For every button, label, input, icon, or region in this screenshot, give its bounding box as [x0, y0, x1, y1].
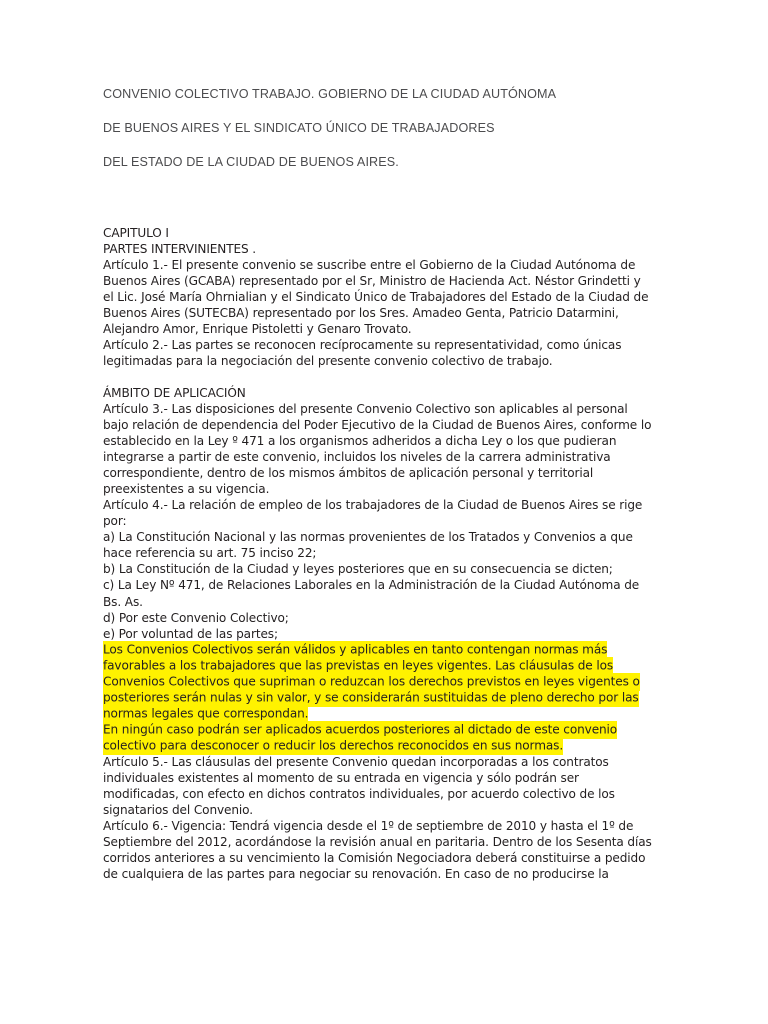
text-line: hace referencia su art. 75 inciso 22;	[103, 546, 317, 561]
text-block-articulo-1	[103, 257, 713, 337]
document-title-line: DEL ESTADO DE LA CIUDAD DE BUENOS AIRES.	[103, 155, 399, 169]
text-block-capitulo-i	[103, 225, 713, 257]
highlight-marker: colectivo para desconocer o reducir los derechos reconocidos en sus normas.	[103, 737, 563, 755]
text-block-ambito-de-aplicacion	[103, 385, 713, 401]
text-line: Buenos Aires (GCABA) representado por el Sr, Ministro de Hacienda Act. Néstor Grindetti y	[103, 274, 641, 289]
document-title-block	[103, 88, 703, 190]
text-line: d) Por este Convenio Colectivo;	[103, 610, 289, 625]
document-title-line: DE BUENOS AIRES Y EL SINDICATO ÚNICO DE TRABAJADORES	[103, 121, 495, 135]
highlight-marker: En ningún caso podrán ser aplicados acuerdos posteriores al dictado de este convenio	[103, 721, 617, 739]
text-block-highlight-ningun-caso	[103, 722, 713, 754]
text-line: modificadas, con efecto en dichos contratos individuales, por acuerdo colectivo de los	[103, 787, 615, 802]
text-line: Artículo 3.- Las disposiciones del presente Convenio Colectivo son aplicables al personal	[103, 401, 628, 416]
text-block-articulo-4	[103, 497, 713, 641]
text-line: c) La Ley Nº 471, de Relaciones Laborales en la Administración de la Ciudad Autónoma de	[103, 578, 640, 593]
text-line: ÁMBITO DE APLICACIÓN	[103, 385, 246, 400]
text-line: CAPITULO I	[103, 226, 169, 240]
highlighted-text-line	[103, 706, 713, 722]
text-block-articulo-6	[103, 818, 713, 882]
text-block-articulo-5	[103, 754, 713, 818]
text-line: legitimadas para la negociación del presente convenio colectivo de trabajo.	[103, 354, 553, 369]
text-line: a) La Constitución Nacional y las normas provenientes de los Tratados y Convenios a que	[103, 530, 633, 545]
highlighted-text-line	[103, 658, 713, 674]
text-line: bajo relación de dependencia del Poder Ejecutivo de la Ciudad de Buenos Aires, conforme lo	[103, 418, 652, 433]
text-block-articulo-3	[103, 401, 713, 497]
text-line: individuales existentes al momento de su entrada en vigencia y sólo podrán ser	[103, 771, 579, 786]
highlight-marker: Convenios Colectivos que supriman o reduzcan los derechos previstos en leyes vigentes o	[103, 673, 640, 691]
text-line: e) Por voluntad de las partes;	[103, 626, 278, 641]
text-line: Artículo 5.- Las cláusulas del presente Convenio quedan incorporadas a los contratos	[103, 755, 609, 769]
highlighted-text-line	[103, 690, 713, 706]
highlight-marker: favorables a los trabajadores que las previstas en leyes vigentes. Las cláusulas de los	[103, 657, 613, 675]
document-title-line: CONVENIO COLECTIVO TRABAJO. GOBIERNO DE LA CIUDAD AUTÓNOMA	[103, 87, 557, 101]
text-line: Septiembre del 2012, acordándose la revisión anual en paritaria. Dentro de los Sesenta días	[103, 835, 652, 850]
document-body	[103, 225, 713, 882]
text-line: signatarios del Convenio.	[103, 803, 253, 818]
text-line: por:	[103, 514, 127, 529]
text-line: corridos anteriores a su vencimiento la Comisión Negociadora deberá constituirse a pedido	[103, 851, 646, 866]
text-line: b) La Constitución de la Ciudad y leyes posteriores que en su consecuencia se dicten;	[103, 562, 613, 577]
text-line: Bs. As.	[103, 594, 143, 609]
text-block-articulo-2	[103, 337, 713, 369]
text-line: Artículo 4.- La relación de empleo de los trabajadores de la Ciudad de Buenos Aires se rige	[103, 498, 643, 513]
text-line: Artículo 2.- Las partes se reconocen recíprocamente su representatividad, como únicas	[103, 338, 622, 353]
text-line: integrarse a partir de este convenio, incluidos los niveles de la carrera administrativa	[103, 450, 611, 465]
highlight-marker: Los Convenios Colectivos serán válidos y aplicables en tanto contengan normas más	[103, 641, 607, 659]
highlighted-text-line	[103, 642, 713, 658]
text-line: establecido en la Ley º 471 a los organismos adheridos a dicha Ley o los que pudieran	[103, 434, 617, 449]
text-line: PARTES INTERVINIENTES .	[103, 242, 257, 257]
highlight-marker: normas legales que correspondan.	[103, 705, 308, 723]
text-line: correspondiente, dentro de los mismos ámbitos de aplicación personal y territorial	[103, 466, 594, 481]
text-line: Artículo 1.- El presente convenio se suscribe entre el Gobierno de la Ciudad Autónoma de	[103, 258, 636, 273]
highlighted-text-line	[103, 722, 713, 738]
text-line: de cualquiera de las partes para negociar su renovación. En caso de no producirse la	[103, 867, 609, 882]
text-line: Alejandro Amor, Enrique Pistoletti y Genaro Trovato.	[103, 322, 412, 337]
text-line: preexistentes a su vigencia.	[103, 482, 270, 497]
text-line: el Lic. José María Ohrnialian y el Sindicato Único de Trabajadores del Estado de la Ciudad de	[103, 290, 649, 305]
text-line: Buenos Aires (SUTECBA) representado por los Sres. Amadeo Genta, Patricio Datarmini,	[103, 306, 619, 321]
text-block-highlight-convenios-validos	[103, 642, 713, 722]
text-line: Artículo 6.- Vigencia: Tendrá vigencia desde el 1º de septiembre de 2010 y hasta el 1º de	[103, 819, 634, 834]
highlighted-text-line	[103, 674, 713, 690]
highlighted-text-line	[103, 738, 713, 754]
highlight-marker: posteriores serán nulas y sin valor, y se considerarán sustituidas de pleno derecho por las	[103, 689, 639, 707]
